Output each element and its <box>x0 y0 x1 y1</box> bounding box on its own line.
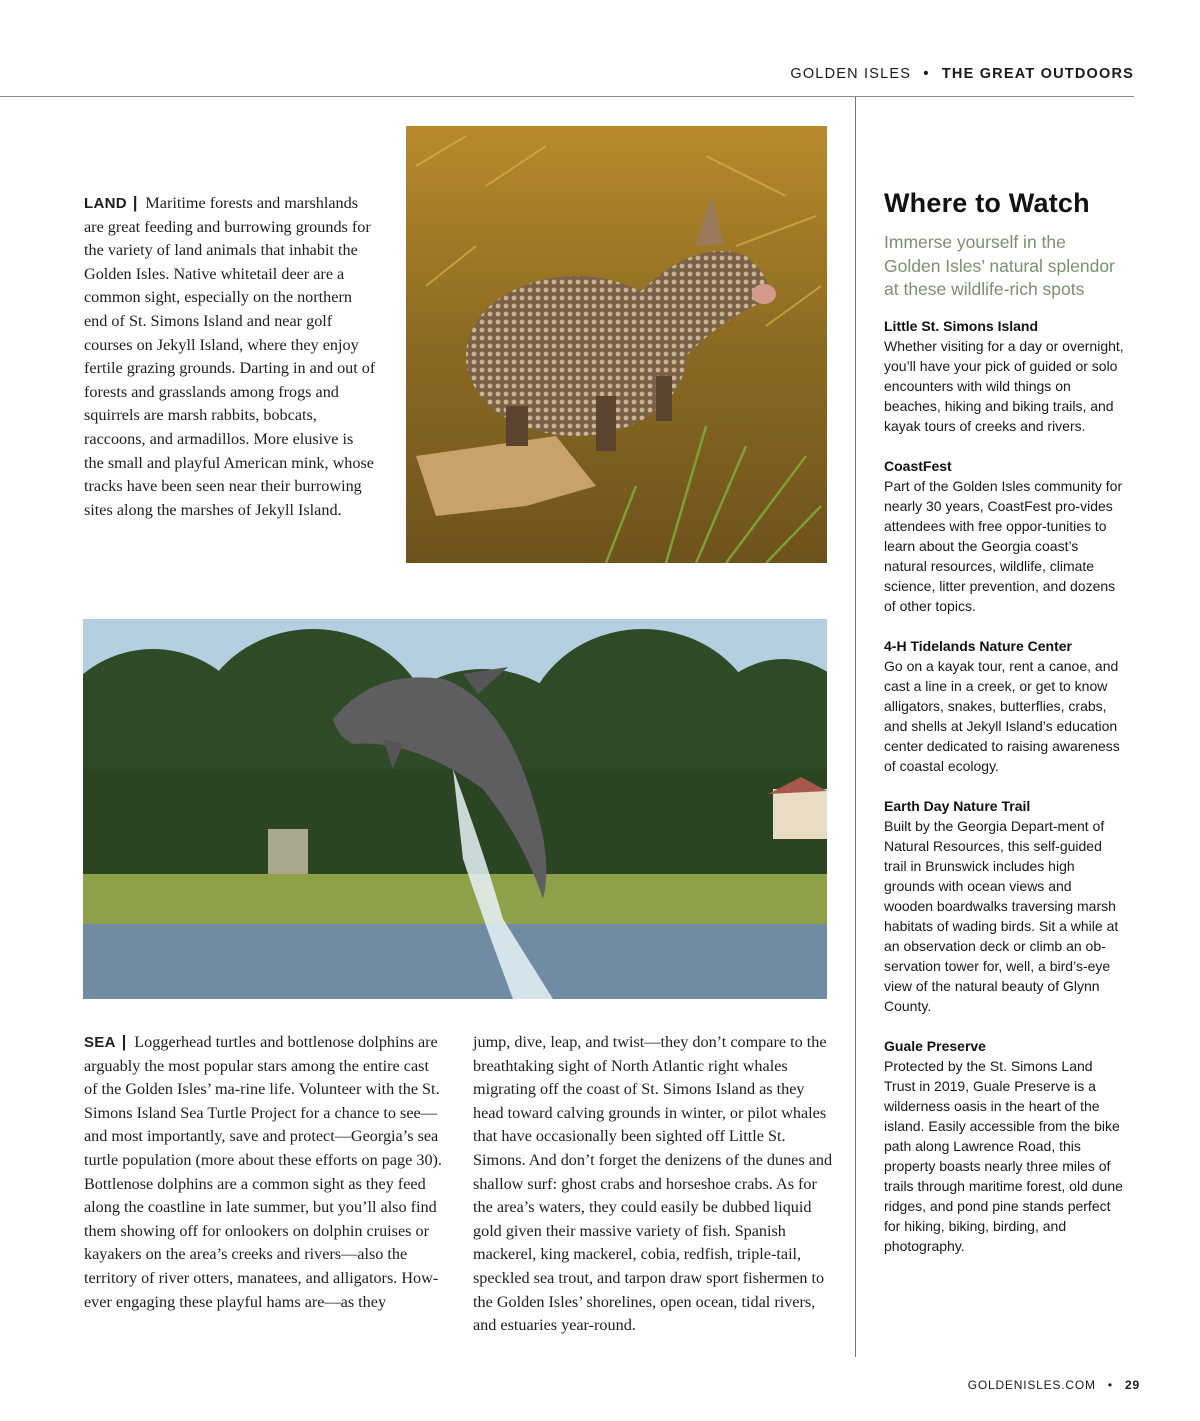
spot-description: Built by the Georgia Depart-ment of Natural Resources, this self-guided trail in Brunswick includes high grounds with ocean views and wooden boardwalks traversing marsh habitats of wading birds. Sit a while at an observation deck or climb an ob-servation tower for, well, a bird’s-eye view of the natural beauty of Glynn County. <box>884 818 1119 1015</box>
spot-name: Little St. Simons Island <box>884 318 1039 335</box>
spot-item <box>884 796 1124 1016</box>
sea-divider: | <box>121 1033 127 1051</box>
header-separator: • <box>923 66 930 82</box>
spot-description: Protected by the St. Simons Land Trust in 2019, Guale Preserve is a wilderness oasis in the heart of the island. Easily accessible from the bike path along Lawrence Road, this property boasts nearly three miles of trails through maritime forest, old dune ridges, and pond pine stands perfect for hiking, biking, birding, and photography. <box>884 1058 1123 1255</box>
sea-paragraph-column-2 <box>473 1031 835 1338</box>
page-number: 29 <box>1125 1378 1140 1392</box>
section-name: THE GREAT OUTDOORS <box>941 66 1134 82</box>
sea-body-col2: jump, dive, leap, and twist—they don’t compare to the breathtaking sight of North Atlantic right whales migrating off the coast of St. Simons Island as they head toward calving grounds in winter, or pilot whales that have occasionally been sighted off Little St. Simons. And don’t forget the denizens of the dunes and shallow surf: ghost crabs and horseshoe crabs. As for the area’s waters, they could easily be dubbed liquid gold given their massive variety of fish. Spanish mackerel, king mackerel, cobia, redfish, triple-tail, speckled sea trout, and tarpon draw sport fishermen to the Golden Isles’ shorelines, open ocean, tidal rivers, and estuaries year-round. <box>473 1033 833 1335</box>
spot-name: Earth Day Nature Trail <box>884 798 1031 815</box>
land-paragraph <box>84 192 376 522</box>
footer-site: GOLDENISLES.COM <box>967 1378 1096 1392</box>
sea-paragraph-column-1 <box>84 1031 446 1314</box>
page-footer <box>968 1378 1140 1392</box>
armadillo-illustration <box>406 126 827 563</box>
footer-separator: • <box>1107 1378 1113 1392</box>
spot-name: 4-H Tidelands Nature Center <box>884 638 1073 655</box>
spot-name: Guale Preserve <box>884 1038 986 1055</box>
running-header <box>790 66 1134 82</box>
where-to-watch-sidebar <box>884 188 1124 1276</box>
spot-item <box>884 316 1124 436</box>
sidebar-title: Where to Watch <box>884 188 1090 218</box>
dolphin-illustration <box>83 619 827 999</box>
spot-description: Go on a kayak tour, rent a canoe, and cast a line in a creek, or get to know alligators, snakes, butterflies, crabs, and shells at Jekyll Island’s education center dedicated to raising awareness of coastal ecology. <box>884 658 1120 775</box>
land-label: LAND <box>84 195 127 212</box>
spot-name: CoastFest <box>884 458 952 475</box>
sea-label: SEA <box>84 1034 116 1051</box>
column-divider <box>855 97 856 1357</box>
spot-description: Whether visiting for a day or overnight, you’ll have your pick of guided or solo encounters with wild things on beaches, hiking and biking trails, and kayak tours of creeks and rivers. <box>884 338 1124 435</box>
sidebar-dek: Immerse yourself in the Golden Isles’ natural splendor at these wildlife-rich spots <box>884 232 1115 300</box>
land-divider: | <box>132 194 138 212</box>
spot-item <box>884 456 1124 616</box>
sea-body-col1: Loggerhead turtles and bottlenose dolphins are arguably the most popular stars among the entire cast of the Golden Isles’ ma-rine life. Volunteer with the St. Simons Island Sea Turtle Project for a chance to see—and most importantly, save and protect—Georgia’s sea turtle population (more about these efforts on page 30). Bottlenose dolphins are a common sight as they feed along the coastline in late summer, but you’ll also find them showing off for onlookers on dolphin cruises or kayakers on the area’s creeks and rivers—also the territory of river otters, manatees, and alligators. How-ever engaging these playful hams are—as they <box>84 1033 442 1311</box>
spot-item <box>884 1036 1124 1256</box>
armadillo-photo <box>406 126 827 563</box>
spot-description: Part of the Golden Isles community for nearly 30 years, CoastFest pro-vides attendees with free oppor-tunities to learn about the Georgia coast’s natural resources, wildlife, climate science, litter prevention, and dozens of other topics. <box>884 478 1123 615</box>
spot-item <box>884 636 1124 776</box>
publication-name: GOLDEN ISLES <box>790 66 912 82</box>
header-rule <box>0 96 1134 97</box>
dolphin-photo <box>83 619 827 999</box>
land-body: Maritime forests and marshlands are great feeding and burrowing grounds for the variety of land animals that inhabit the Golden Isles. Native whitetail deer are a common sight, especially on the northern end of St. Simons Island and near golf courses on Jekyll Island, where they enjoy fertile grazing grounds. Darting in and out of forests and grasslands among frogs and squirrels are marsh rabbits, bobcats, raccoons, and armadillos. More elusive is the small and playful American mink, whose tracks have been seen near their burrowing sites along the marshes of Jekyll Island. <box>84 194 376 519</box>
